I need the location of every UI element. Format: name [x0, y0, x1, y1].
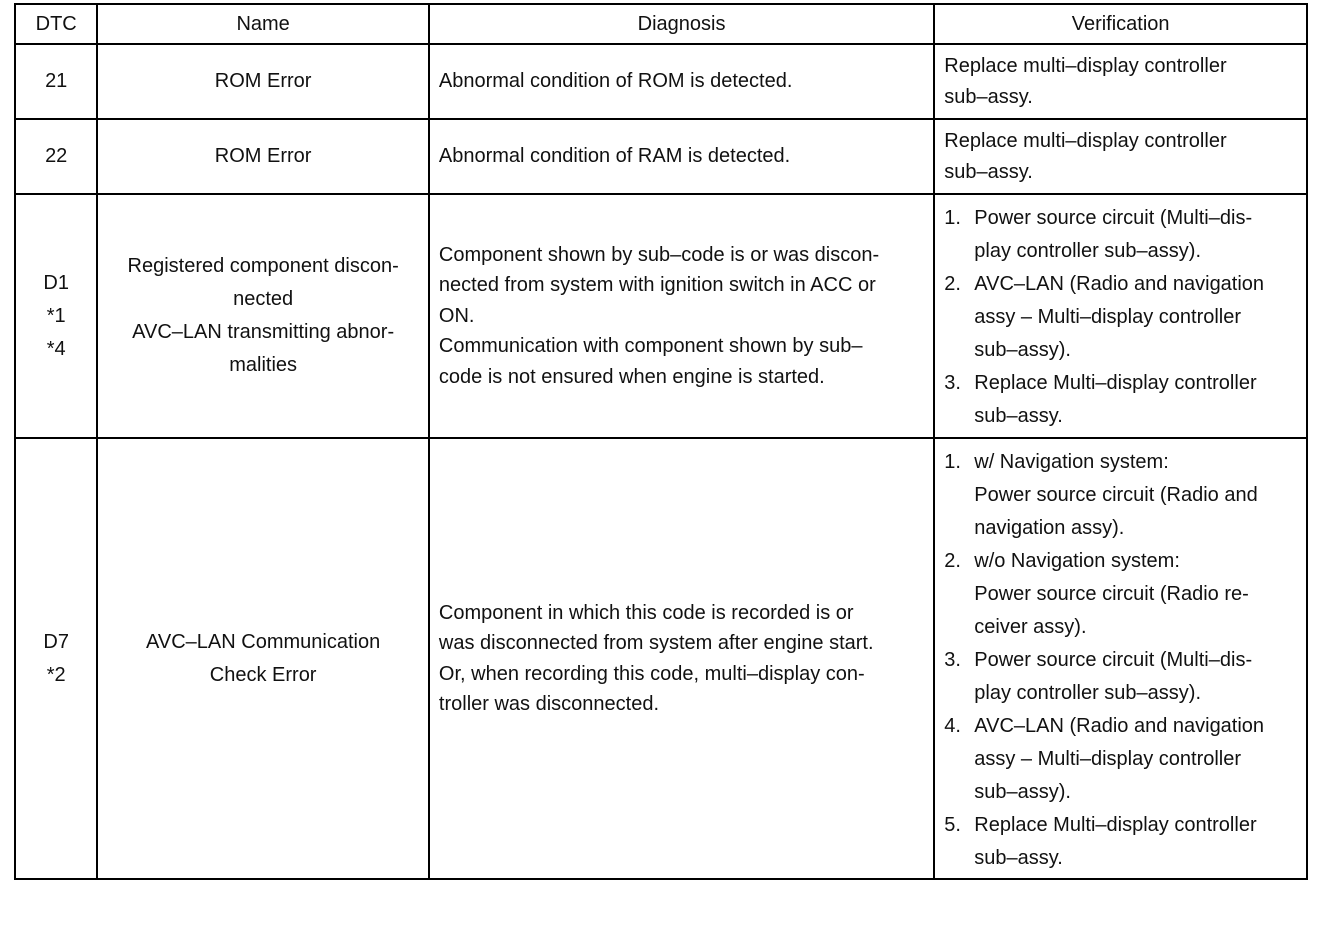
dtc-table	[14, 3, 1308, 880]
list-item	[944, 367, 1300, 433]
name-text: nected	[233, 288, 294, 310]
list-item	[944, 644, 1300, 710]
diagnosis-text: Abnormal condition of RAM is detected.	[438, 145, 791, 168]
name-text: AVC–LAN Communication	[146, 630, 381, 653]
header-diagnosis: Diagnosis	[429, 4, 934, 44]
diagnosis-text: ON.	[438, 304, 475, 327]
dtc-code: D7	[43, 630, 69, 653]
name-text: Check Error	[209, 663, 317, 686]
diagnosis-cell	[429, 194, 934, 438]
table-header	[15, 4, 1307, 44]
item-text: Power source circuit (Radio and	[974, 484, 1258, 506]
name-cell	[97, 194, 429, 438]
diagnosis-text: was disconnected from system after engine start.	[438, 632, 874, 654]
item-text: assy – Multi–display controller	[974, 748, 1242, 770]
verification-cell	[934, 44, 1307, 119]
list-item	[944, 202, 1300, 268]
table-row	[15, 44, 1307, 119]
list-item	[944, 446, 1300, 545]
dtc-footnote: *1	[46, 304, 66, 327]
header-verification: Verification	[934, 4, 1307, 44]
dtc-code: 22	[45, 145, 68, 167]
verification-list	[944, 446, 1300, 875]
dtc-cell	[15, 194, 97, 438]
item-text: sub–assy).	[974, 339, 1071, 361]
item-number: 4.	[944, 715, 961, 737]
diagnosis-text: Communication with component shown by sub–	[438, 335, 863, 358]
dtc-footnote: *4	[46, 337, 66, 360]
verification-list	[944, 202, 1300, 433]
list-item	[944, 268, 1300, 367]
verification-cell	[934, 438, 1307, 879]
item-number: 2.	[944, 273, 961, 295]
header-name: Name	[97, 4, 429, 44]
verification-text: sub–assy.	[944, 160, 1033, 183]
verification-cell	[934, 119, 1307, 194]
item-text: assy – Multi–display controller	[974, 306, 1242, 328]
item-number: 1.	[944, 451, 961, 473]
item-text: sub–assy).	[974, 781, 1071, 803]
name-cell	[97, 44, 429, 119]
item-text: Power source circuit (Multi–dis-	[974, 649, 1253, 671]
diagnosis-text: nected from system with ignition switch in ACC or	[438, 274, 876, 297]
name-text: Registered component discon-	[127, 255, 399, 277]
verification-text: Replace multi–display controller	[944, 55, 1227, 77]
item-text: Replace Multi–display controller	[974, 372, 1257, 394]
diagnosis-text: Component shown by sub–code is or was discon-	[438, 243, 880, 266]
diagnosis-text: Abnormal condition of ROM is detected.	[438, 70, 793, 93]
item-number: 5.	[944, 814, 961, 836]
verification-cell	[934, 194, 1307, 438]
list-item	[944, 809, 1300, 875]
dtc-cell	[15, 44, 97, 119]
dtc-cell	[15, 438, 97, 879]
dtc-footnote: *2	[46, 663, 66, 686]
item-text: navigation assy).	[974, 517, 1125, 539]
table-row	[15, 438, 1307, 879]
diagnosis-cell	[429, 438, 934, 879]
dtc-code: D1	[43, 271, 69, 294]
diagnosis-cell	[429, 44, 934, 119]
item-text: AVC–LAN (Radio and navigation	[974, 715, 1265, 737]
name-text: malities	[229, 354, 298, 376]
name-cell	[97, 119, 429, 194]
diagnosis-text: Component in which this code is recorded is or	[438, 601, 854, 624]
item-number: 2.	[944, 550, 961, 572]
diagnosis-cell	[429, 119, 934, 194]
header-dtc: DTC	[15, 4, 97, 44]
item-text: w/o Navigation system:	[974, 550, 1180, 572]
verification-text: Replace multi–display controller	[944, 130, 1227, 152]
diagnosis-text: code is not ensured when engine is started.	[438, 365, 825, 388]
diagnosis-text: Or, when recording this code, multi–display con-	[438, 662, 865, 685]
item-text: ceiver assy).	[974, 616, 1087, 638]
item-text: sub–assy.	[974, 847, 1063, 869]
name-text: AVC–LAN transmitting abnor-	[132, 321, 395, 343]
dtc-code: 21	[45, 70, 68, 92]
item-text: w/ Navigation system:	[974, 451, 1169, 473]
table-row	[15, 119, 1307, 194]
dtc-cell	[15, 119, 97, 194]
item-text: Power source circuit (Multi–dis-	[974, 207, 1253, 229]
list-item	[944, 545, 1300, 644]
item-text: Power source circuit (Radio re-	[974, 583, 1249, 605]
diagnosis-text: troller was disconnected.	[438, 693, 660, 715]
item-number: 3.	[944, 372, 961, 394]
item-text: sub–assy.	[974, 405, 1063, 427]
item-number: 1.	[944, 207, 961, 229]
item-number: 3.	[944, 649, 961, 671]
item-text: AVC–LAN (Radio and navigation	[974, 273, 1265, 295]
verification-text: sub–assy.	[944, 85, 1033, 108]
list-item	[944, 710, 1300, 809]
table-body	[15, 44, 1307, 879]
header-row	[15, 4, 1307, 44]
table-row	[15, 194, 1307, 438]
item-text: play controller sub–assy).	[974, 240, 1202, 262]
item-text: Replace Multi–display controller	[974, 814, 1257, 836]
item-text: play controller sub–assy).	[974, 682, 1202, 704]
name-text: ROM Error	[214, 145, 312, 167]
name-cell	[97, 438, 429, 879]
name-text: ROM Error	[214, 70, 312, 92]
